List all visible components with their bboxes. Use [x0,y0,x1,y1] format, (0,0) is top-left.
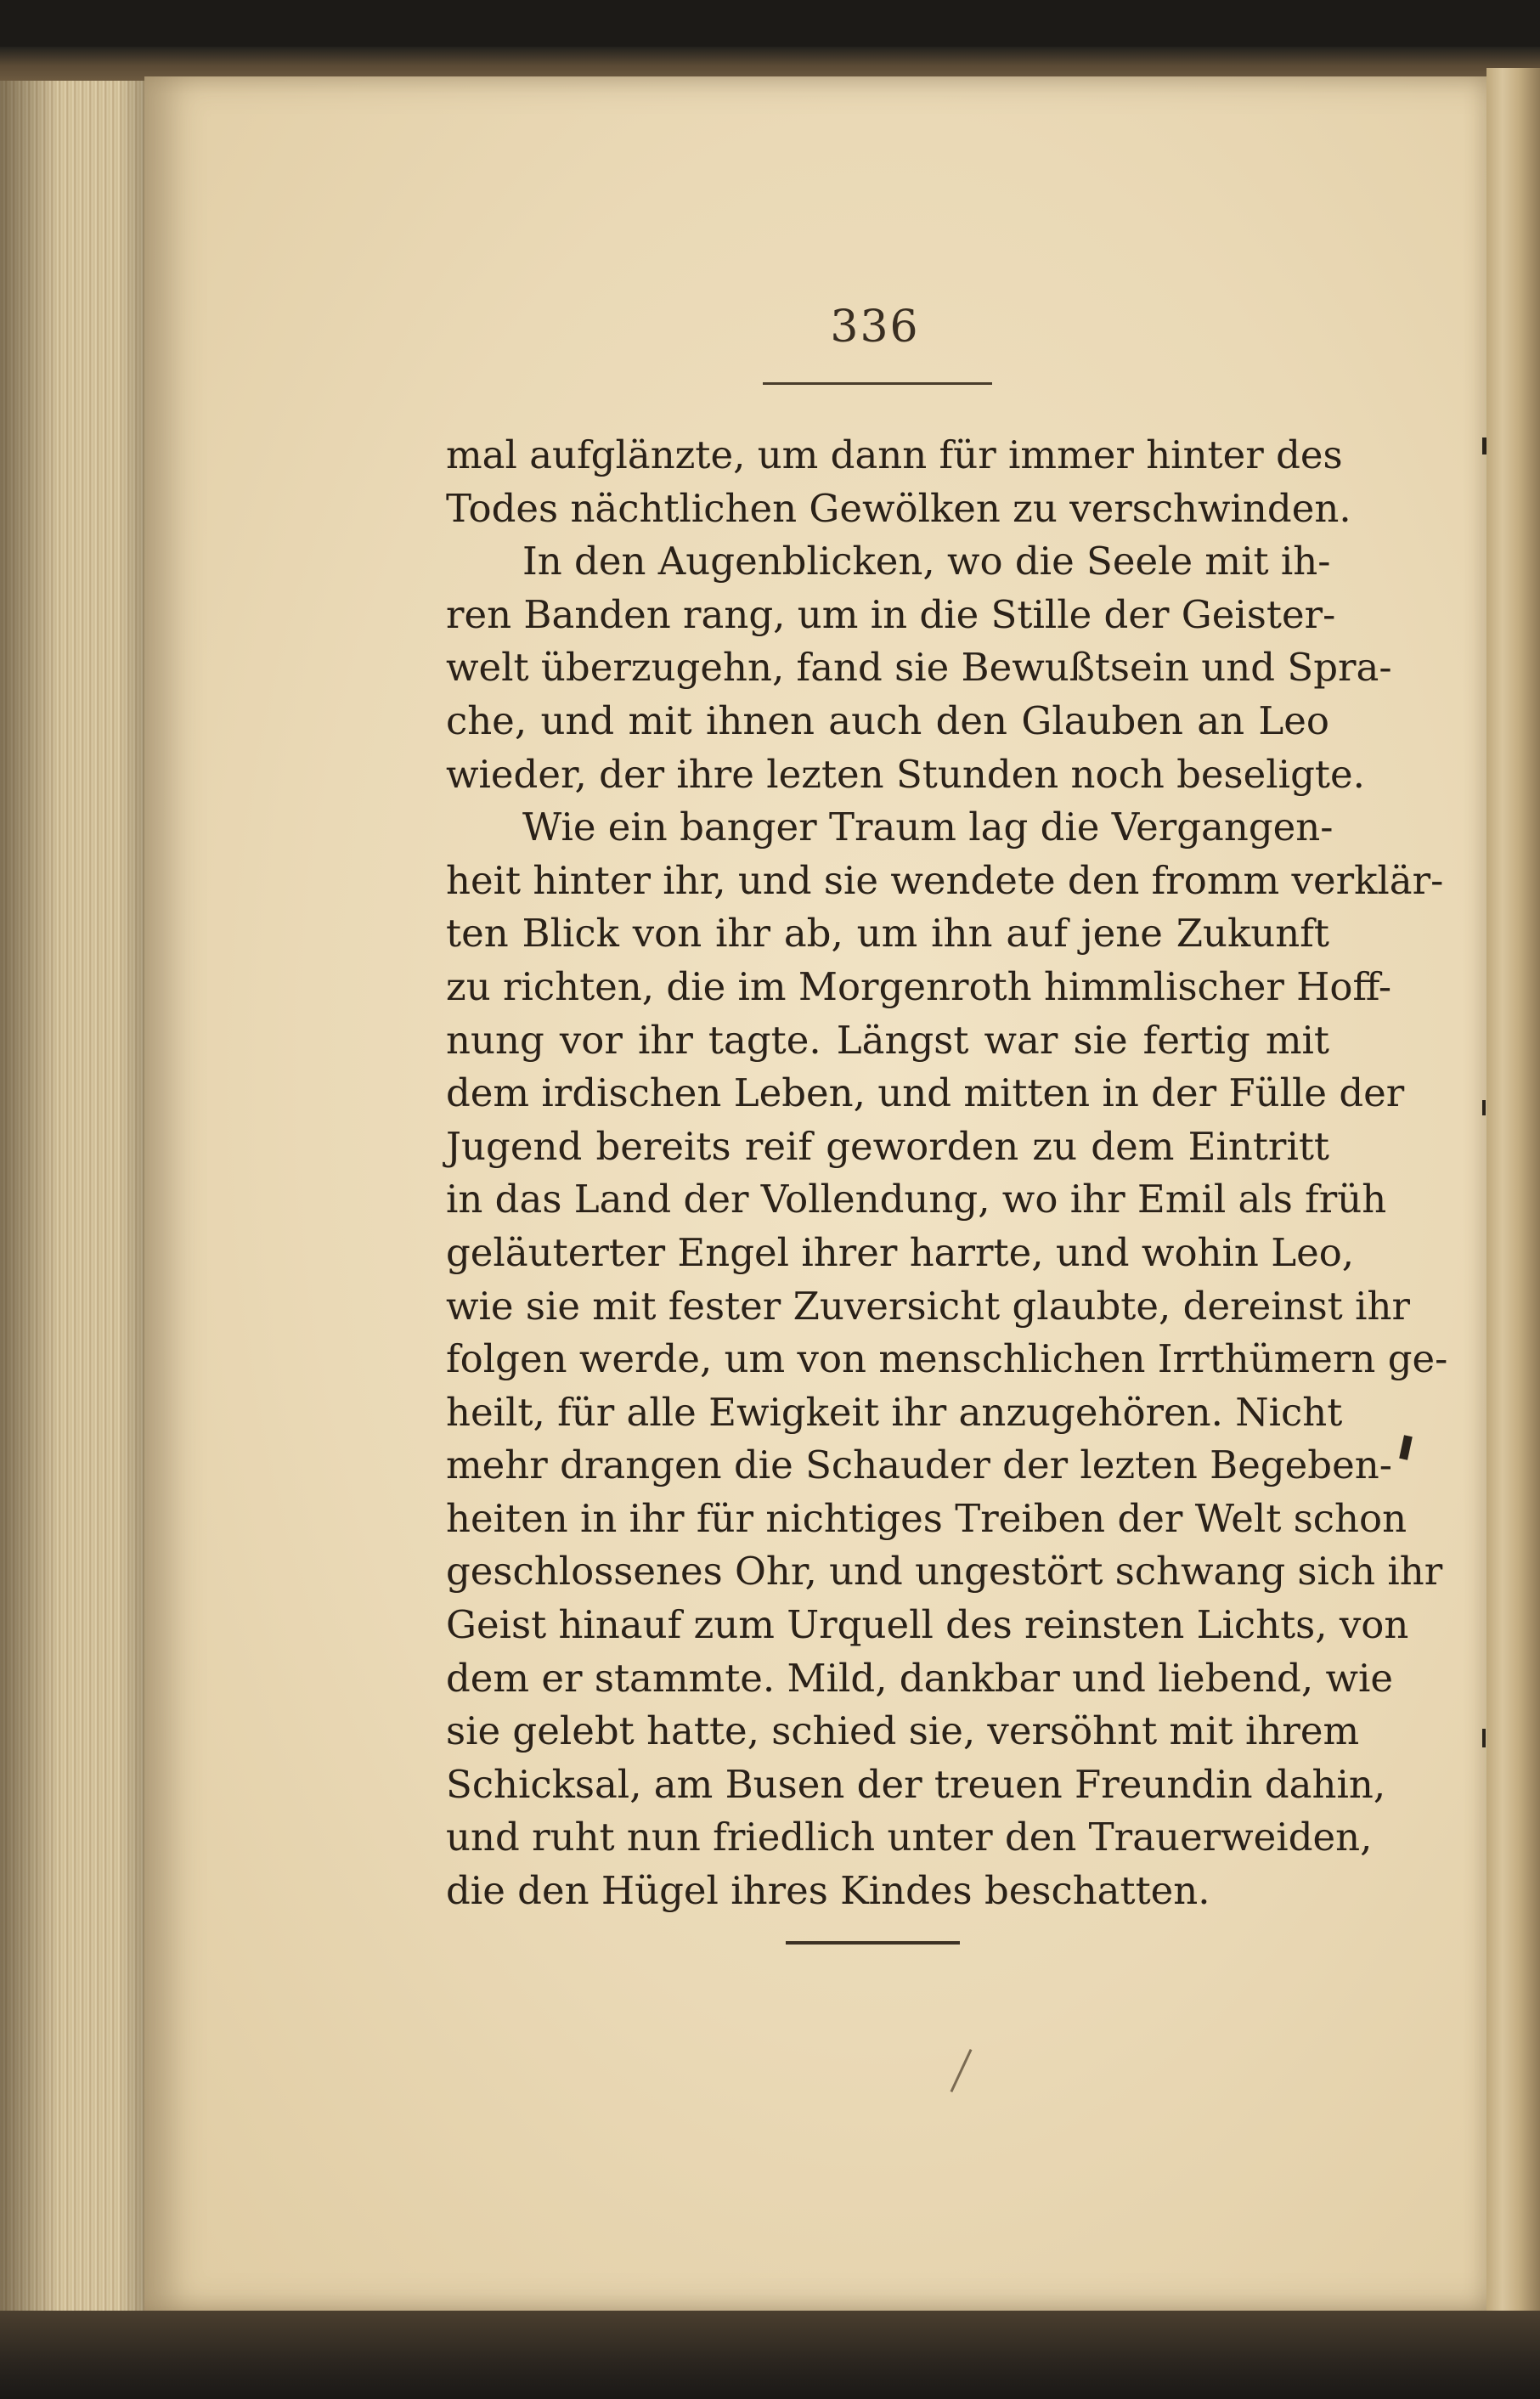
text-line: heit hinter ihr, und sie wendete den fromm verklär- [446,857,1444,903]
text-line: in das Land der Vollendung, wo ihr Emil als früh [446,1177,1387,1222]
margin-mark [1482,1729,1486,1747]
margin-mark [1482,1100,1486,1115]
text-line: ren Banden rang, um in die Stille der Geister- [446,591,1336,637]
text-line: mehr drangen die Schauder der lezten Begeben- [446,1442,1392,1488]
right-page-edge [1486,68,1540,2319]
margin-mark [1482,437,1486,454]
text-line: che, und mit ihnen auch den Glauben an Leo [446,697,1329,743]
text-line: zu richten, die im Morgenroth himmlischer Hoff- [446,963,1392,1009]
text-line: heilt, für alle Ewigkeit ihr anzugehören. Nicht [446,1389,1343,1435]
text-line: die den Hügel ihres Kindes beschatten. [446,1868,1210,1914]
footer-rule [786,1941,960,1945]
text-line: In den Augenblicken, wo die Seele mit ih- [522,539,1331,584]
text-line: und ruht nun friedlich unter den Trauerweiden, [446,1815,1373,1860]
text-line: geläuterter Engel ihrer harrte, und wohin Leo, [446,1229,1355,1275]
text-line: Schicksal, am Busen der treuen Freundin dahin, [446,1761,1386,1807]
text-line: Todes nächtlichen Gewölken zu verschwinden. [446,485,1351,531]
text-line: geschlossenes Ohr, und ungestört schwang sich ihr [446,1549,1443,1595]
text-line: sie gelebt hatte, schied sie, versöhnt mit ihrem [446,1708,1360,1754]
text-line: dem er stammte. Mild, dankbar und liebend, wie [446,1655,1394,1701]
text-line: nung vor ihr tagte. Längst war sie fertig mit [446,1017,1329,1063]
book-cover-bottom [0,2311,1540,2399]
text-line: Jugend bereits reif geworden zu dem Eintritt [446,1123,1329,1169]
page-number: 336 [830,302,920,353]
text-line: mal aufglänzte, um dann für immer hinter des [446,432,1343,477]
header-rule [763,382,992,385]
text-line: folgen werde, um von menschlichen Irrthümern ge- [446,1336,1448,1382]
text-line: welt überzugehn, fand sie Bewußtsein und Spra- [446,645,1392,691]
text-line: ten Blick von ihr ab, um ihn auf jene Zukunft [446,911,1329,957]
text-line: heiten in ihr für nichtiges Treiben der Welt schon [446,1495,1407,1541]
body-text [446,429,1448,1918]
text-line: wieder, der ihre lezten Stunden noch beseligte. [446,751,1365,797]
text-line: Wie ein banger Traum lag die Vergangen- [522,804,1334,850]
text-line: wie sie mit fester Zuversicht glaubte, dereinst ihr [446,1283,1410,1329]
book-cover-top [0,47,1540,81]
text-line: Geist hinauf zum Urquell des reinsten Lichts, von [446,1602,1409,1648]
text-line: dem irdischen Leben, und mitten in der Fülle der [446,1070,1405,1116]
